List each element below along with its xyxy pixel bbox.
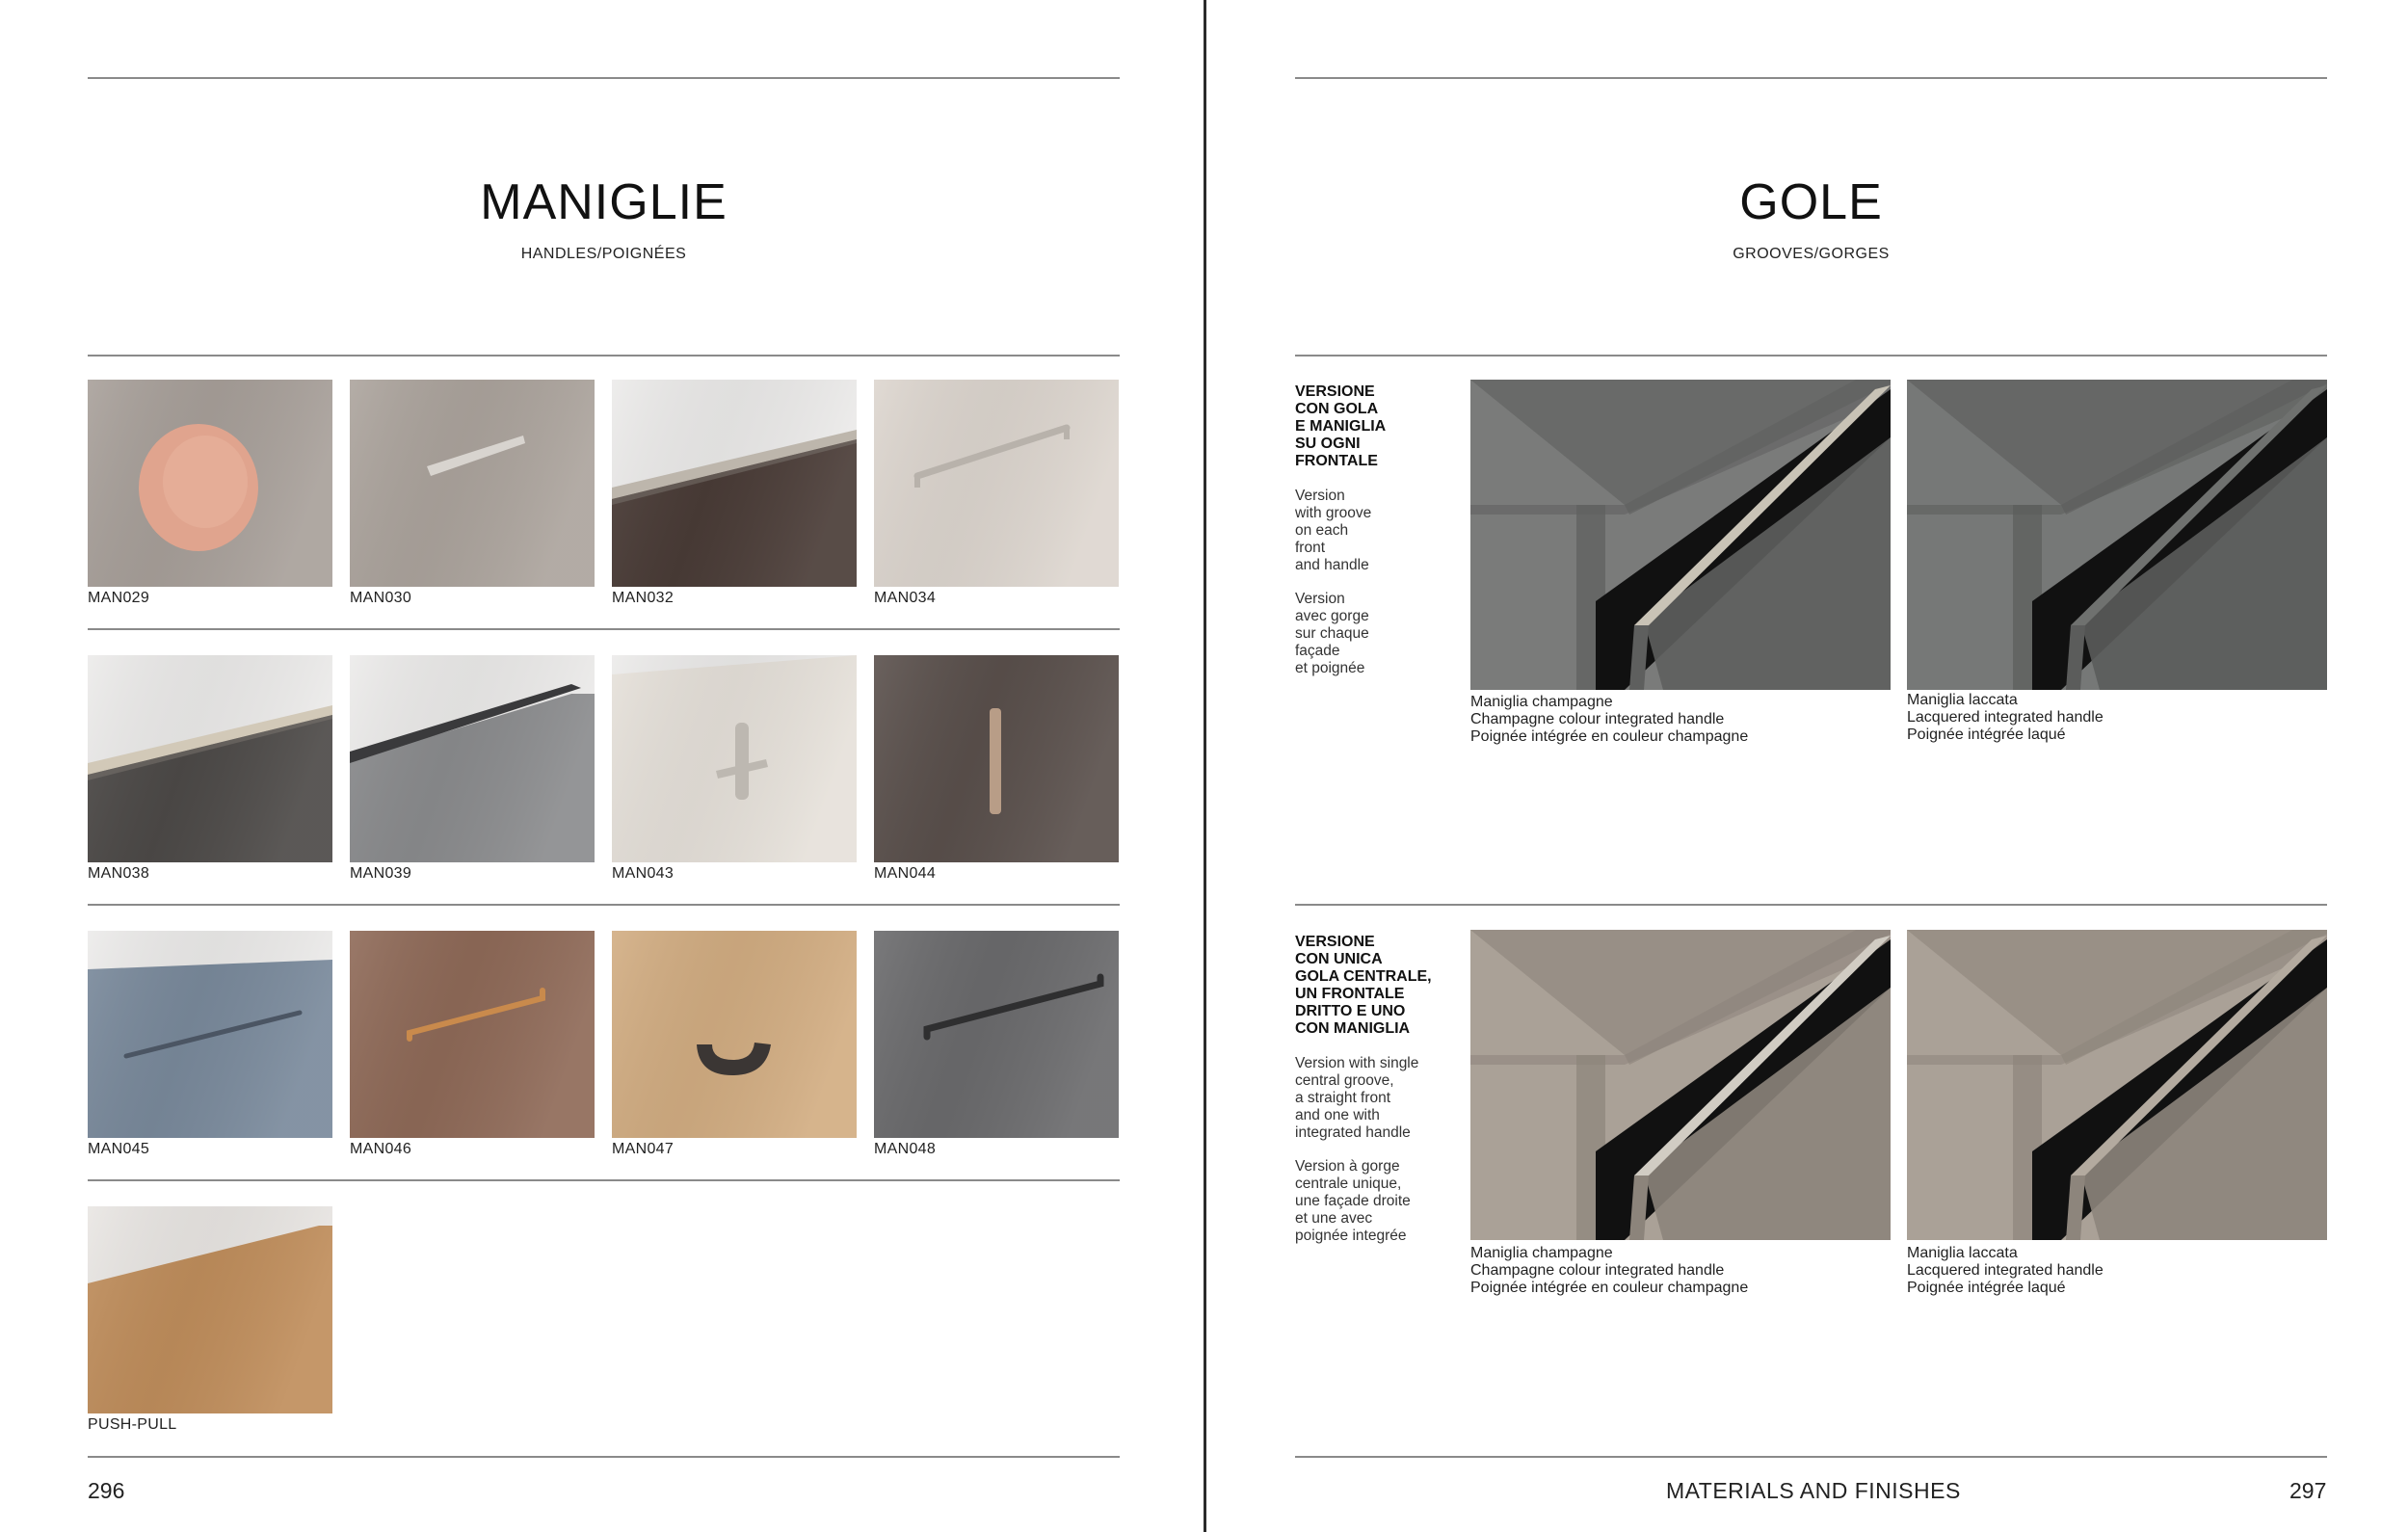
caption-line-it: Maniglia laccata: [1907, 692, 2018, 708]
bar-handle-icon: [874, 931, 1119, 1138]
caption-line-fr: Poignée intégrée en couleur champagne: [1470, 1280, 1749, 1296]
edge-profile-handle-icon: [88, 655, 332, 862]
groove-photo-lacquered: [1907, 930, 2327, 1240]
photo-caption: [1907, 692, 2104, 744]
section-rule: [88, 355, 1120, 357]
t-knob-handle-icon: [612, 655, 857, 862]
caption-line-en: Lacquered integrated handle: [1907, 709, 2104, 726]
bar-handle-icon: [350, 931, 595, 1138]
lacquered-groove-photo: [1907, 930, 2327, 1240]
row-rule: [88, 1179, 1120, 1181]
edge-profile-handle-icon: [350, 380, 595, 587]
bar-handle-icon: [874, 380, 1119, 587]
vertical-bar-handle-icon: [874, 655, 1119, 862]
handle-code: MAN045: [88, 1141, 150, 1157]
handle-code: MAN029: [88, 590, 150, 606]
handle-swatch[interactable]: [350, 655, 595, 862]
row-rule: [88, 904, 1120, 906]
caption-line-it: Maniglia laccata: [1907, 1245, 2018, 1261]
push-pull-icon: [88, 1206, 332, 1413]
handle-swatch[interactable]: [88, 931, 332, 1138]
groove-handle-icon: [350, 655, 595, 862]
caption-line-en: Champagne colour integrated handle: [1470, 711, 1725, 727]
page-title: GOLE: [1739, 174, 1883, 230]
handle-code: MAN030: [350, 590, 412, 606]
version-heading: VERSIONE CON UNICA GOLA CENTRALE, UN FRONTALE DRITTO E UNO CON MANIGLIA: [1295, 934, 1432, 1037]
page-subtitle: HANDLES/POIGNÉES: [520, 246, 687, 262]
handle-swatch[interactable]: [350, 380, 595, 587]
version-heading: VERSIONE CON GOLA E MANIGLIA SU OGNI FRONTALE: [1295, 383, 1387, 469]
edge-profile-handle-icon: [612, 380, 857, 587]
section-rule: [1295, 355, 2327, 357]
champagne-groove-photo: [1470, 930, 1891, 1240]
handle-swatch[interactable]: [612, 655, 857, 862]
top-rule: [1295, 77, 2327, 79]
page-subtitle: GROOVES/GORGES: [1733, 246, 1890, 262]
groove-photo-champagne: [1470, 380, 1891, 690]
caption-line-en: Champagne colour integrated handle: [1470, 1262, 1725, 1279]
page-number: 297: [2289, 1478, 2327, 1503]
handle-code: MAN032: [612, 590, 675, 606]
section-footer-title: MATERIALS AND FINISHES: [1666, 1478, 1961, 1503]
photo-caption: [1470, 1245, 1748, 1297]
groove-photo-champagne: [1470, 930, 1891, 1240]
version-description-fr: Version à gorge centrale unique, une façade droite et une avec poignée integrée: [1295, 1158, 1411, 1244]
page-number: 296: [88, 1478, 125, 1503]
version-description-en: Version with groove on each front and handle: [1295, 488, 1372, 573]
caption-line-it: Maniglia champagne: [1470, 1245, 1613, 1261]
handle-code: MAN038: [88, 865, 150, 882]
handle-swatch[interactable]: [874, 931, 1119, 1138]
handle-code: MAN043: [612, 865, 675, 882]
caption-line-it: Maniglia champagne: [1470, 694, 1613, 710]
champagne-groove-photo: [1470, 380, 1891, 690]
page-title: MANIGLIE: [480, 174, 728, 230]
handle-code: MAN047: [612, 1141, 675, 1157]
bottom-rule: [88, 1456, 1120, 1458]
handle-code: PUSH-PULL: [88, 1416, 177, 1433]
handle-swatch[interactable]: [88, 380, 332, 587]
handle-swatch[interactable]: [350, 931, 595, 1138]
section-rule: [1295, 904, 2327, 906]
caption-line-fr: Poignée intégrée laqué: [1907, 726, 2066, 743]
handle-swatch[interactable]: [612, 380, 857, 587]
version-description-en: Version with single central groove, a straight front and one with integrated handle: [1295, 1055, 1419, 1141]
caption-line-en: Lacquered integrated handle: [1907, 1262, 2104, 1279]
photo-caption: [1907, 1245, 2104, 1297]
handle-swatch[interactable]: [88, 1206, 332, 1413]
page-grooves: [1207, 0, 2408, 1532]
handle-swatch[interactable]: [88, 655, 332, 862]
top-rule: [88, 77, 1120, 79]
handle-code: MAN046: [350, 1141, 412, 1157]
caption-line-fr: Poignée intégrée en couleur champagne: [1470, 728, 1749, 745]
photo-caption: [1470, 694, 1748, 746]
handle-swatch[interactable]: [874, 655, 1119, 862]
bottom-rule: [1295, 1456, 2327, 1458]
caption-line-fr: Poignée intégrée laqué: [1907, 1280, 2066, 1296]
handle-code: MAN034: [874, 590, 937, 606]
handle-swatch[interactable]: [874, 380, 1119, 587]
handle-code: MAN048: [874, 1141, 937, 1157]
version-description-fr: Version avec gorge sur chaque façade et poignée: [1295, 591, 1369, 676]
handle-code: MAN044: [874, 865, 937, 882]
lacquered-groove-photo: [1907, 380, 2327, 690]
round-knob-handle-icon: [88, 380, 332, 587]
handle-code: MAN039: [350, 865, 412, 882]
handle-swatch[interactable]: [612, 931, 857, 1138]
u-knob-handle-icon: [612, 931, 857, 1138]
row-rule: [88, 628, 1120, 630]
groove-photo-lacquered: [1907, 380, 2327, 690]
bar-handle-icon: [88, 931, 332, 1138]
